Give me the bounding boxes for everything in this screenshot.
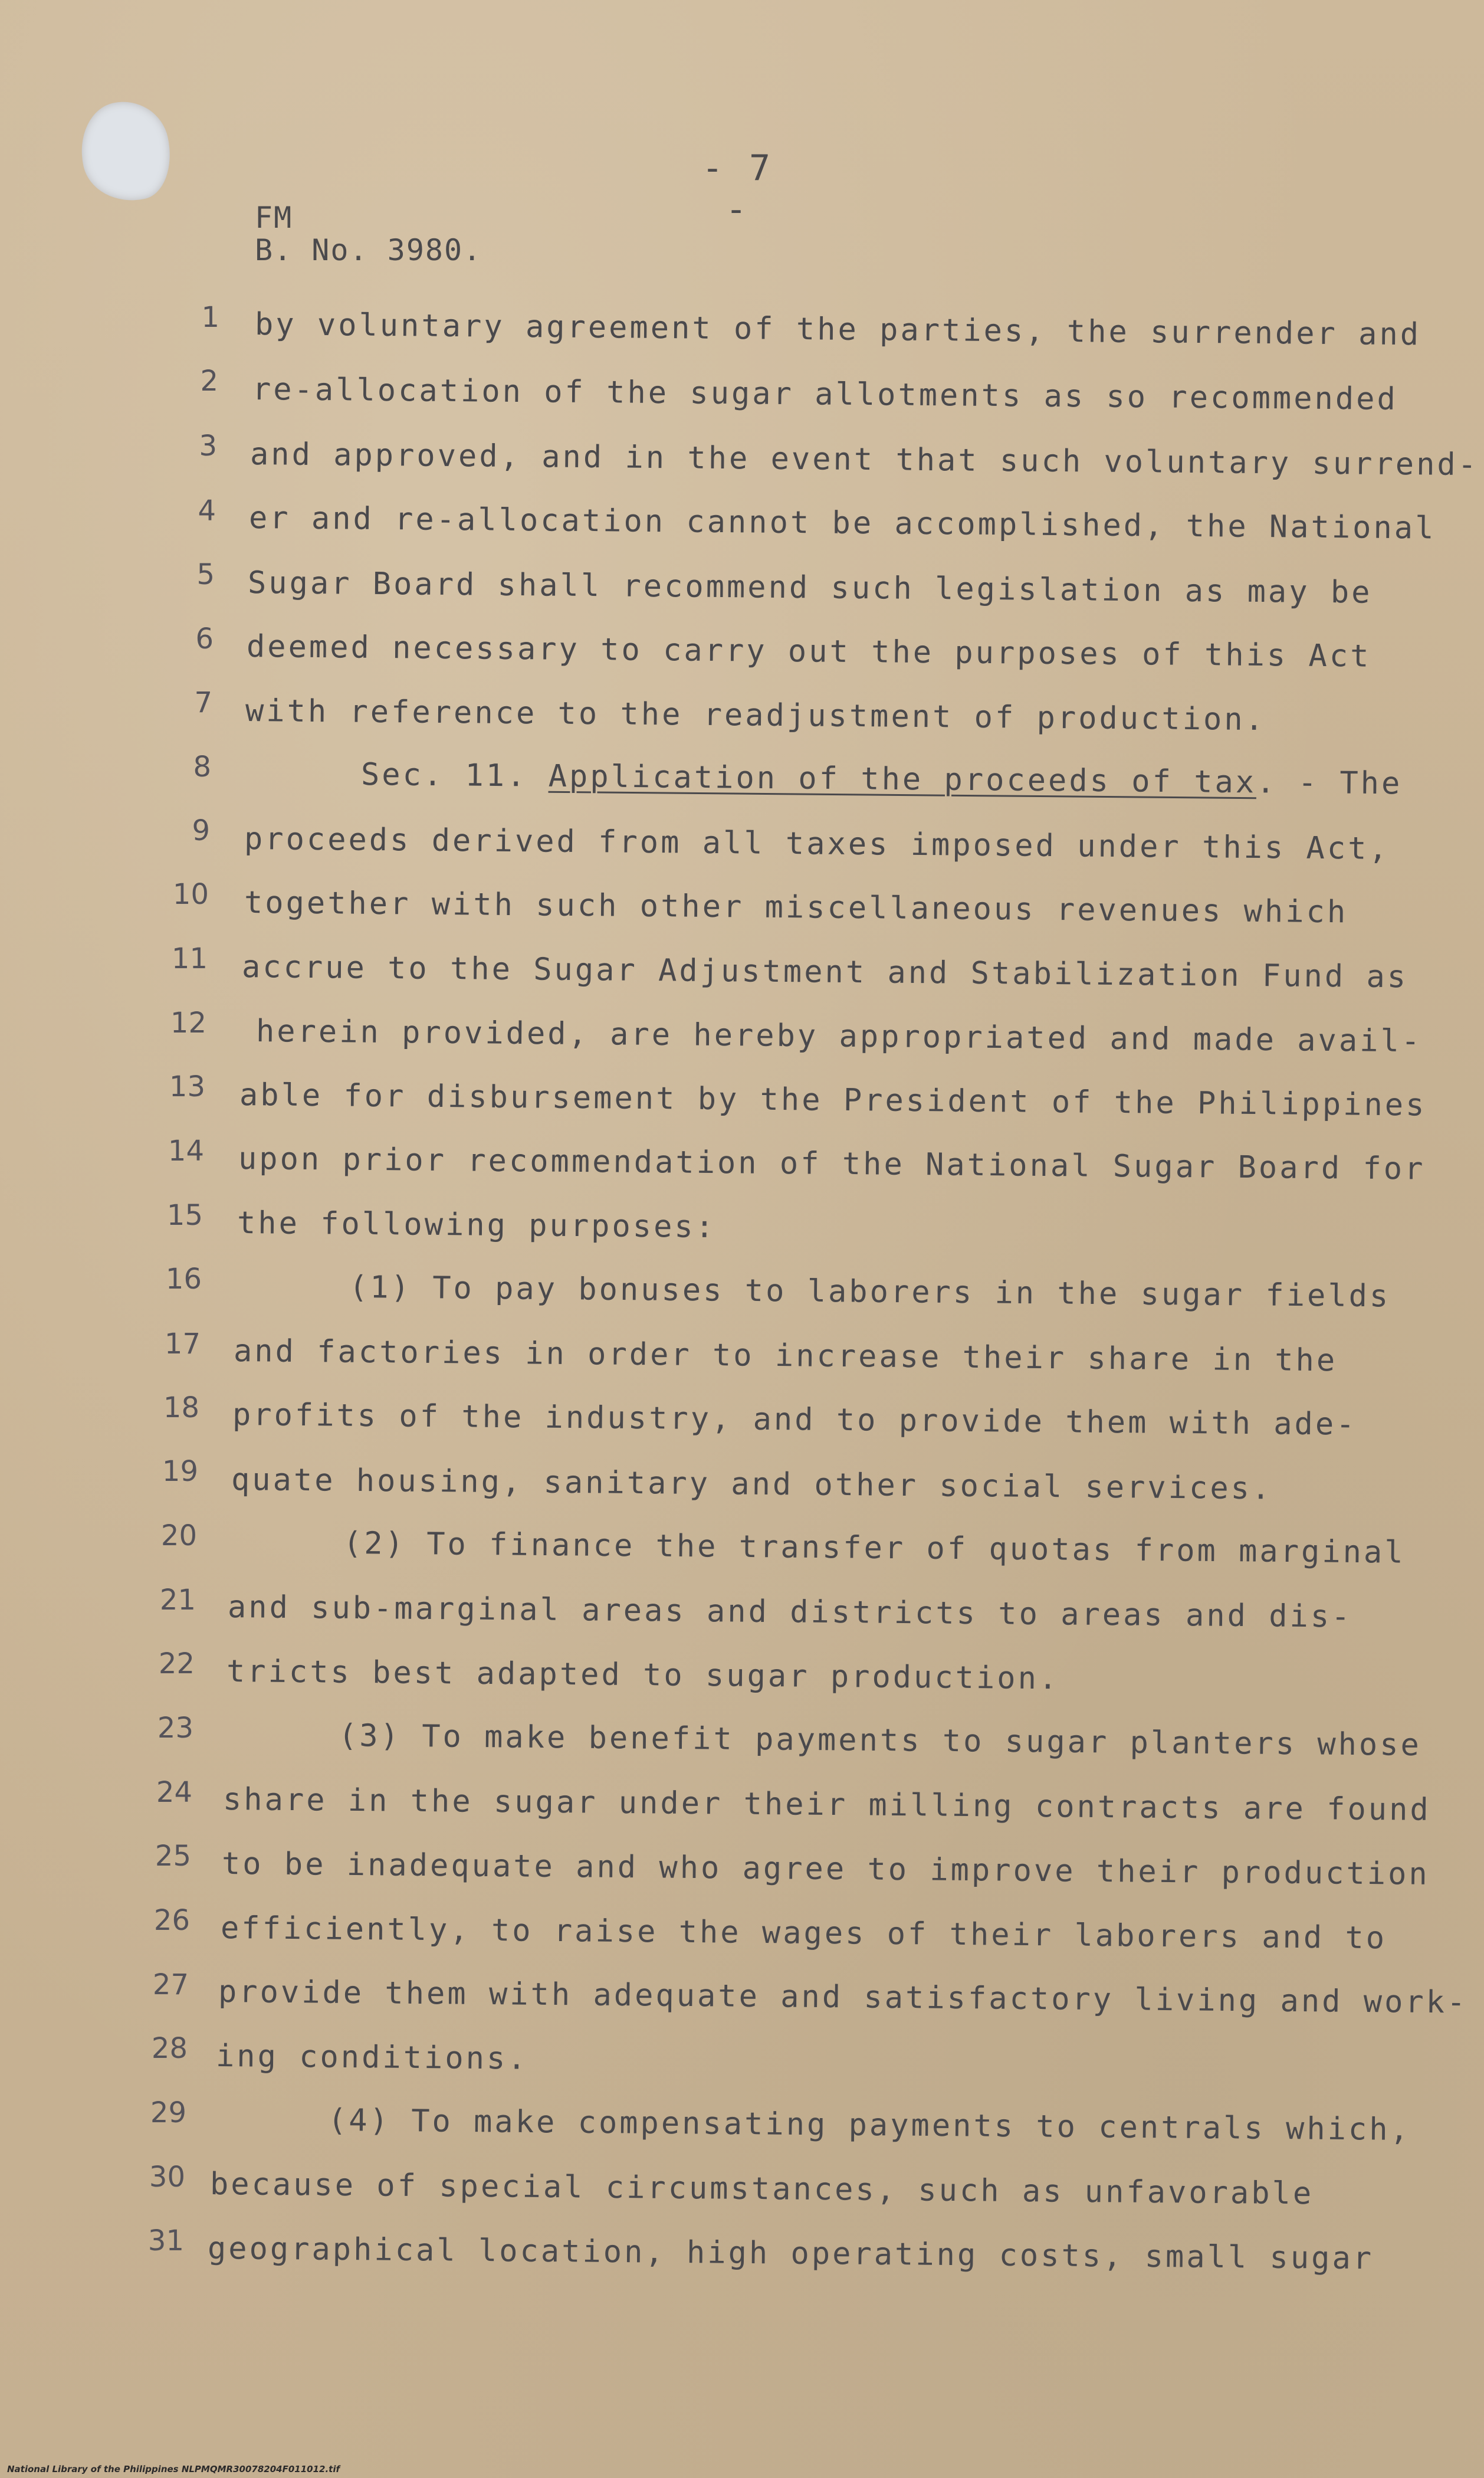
text-line: (2) To finance the transfer of quotas from marginal — [343, 1526, 1406, 1571]
section-heading-tail: . - The — [1256, 765, 1403, 802]
line-number: 11 — [171, 942, 208, 975]
line-number: 1 — [201, 301, 219, 334]
text-line: efficiently, to raise the wages of their laborers and to — [220, 1910, 1387, 1956]
line-number: 29 — [150, 2096, 186, 2129]
text-line: able for disbursement by the President of the Philippines — [239, 1077, 1427, 1123]
text-line: Sugar Board shall recommend such legislation as may be — [247, 565, 1373, 611]
text-line: herein provided, are hereby appropriated and made avail- — [255, 1014, 1423, 1060]
line-number: 31 — [147, 2224, 184, 2257]
text-line: together with such other miscellaneous revenues which — [244, 885, 1348, 930]
line-number: 9 — [192, 814, 210, 847]
text-line: ing conditions. — [215, 2038, 528, 2077]
text-line: (4) To make compensating payments to centrals which, — [327, 2103, 1411, 2148]
text-line: proceeds derived from all taxes imposed under this Act, — [244, 821, 1390, 867]
line-number: 18 — [163, 1391, 199, 1424]
text-line: quate housing, sanitary and other social services. — [231, 1462, 1273, 1507]
line-number: 20 — [160, 1519, 197, 1552]
text-line: and approved, and in the event that such voluntary surrend- — [249, 437, 1479, 483]
line-number: 17 — [164, 1328, 201, 1361]
line-number: 8 — [193, 750, 211, 784]
page-number: - 7 - — [701, 148, 773, 230]
archive-footer: National Library of the Philippines NLPMQMR30078204F011012.tif — [7, 2464, 340, 2474]
text-line: and sub-marginal areas and districts to areas and dis- — [227, 1589, 1352, 1635]
text-line: accrue to the Sugar Adjustment and Stabilization Fund as — [241, 949, 1409, 995]
line-number: 14 — [168, 1135, 204, 1168]
line-number: 16 — [165, 1263, 202, 1296]
section-title: Application of the proceeds of tax — [548, 758, 1257, 801]
text-line: to be inadequate and who agree to improve their production — [221, 1846, 1430, 1892]
text-line: share in the sugar under their milling contracts are found — [222, 1782, 1431, 1828]
text-line: the following purposes: — [237, 1205, 717, 1245]
line-number: 27 — [152, 1968, 189, 2001]
text-line: by voluntary agreement of the parties, the surrender and — [254, 307, 1421, 353]
line-number: 15 — [166, 1199, 203, 1232]
line-number: 21 — [159, 1584, 196, 1617]
line-number: 6 — [195, 622, 214, 655]
line-number: 22 — [158, 1647, 195, 1680]
text-line: er and re-allocation cannot be accomplished, the National — [248, 500, 1436, 546]
line-number: 4 — [198, 494, 216, 527]
text-line: profits of the industry, and to provide them with ade- — [232, 1397, 1357, 1443]
line-number: 28 — [151, 2032, 188, 2065]
section-number: Sec. 11. — [360, 757, 528, 794]
header-initials: FM — [255, 201, 293, 235]
text-line: (3) To make benefit payments to sugar planters whose — [338, 1718, 1422, 1764]
line-number: 2 — [200, 365, 218, 398]
line-number: 13 — [169, 1070, 205, 1103]
line-number: 19 — [162, 1455, 198, 1488]
text-line: deemed necessary to carry out the purposes of this Act — [246, 629, 1371, 674]
line-number: 23 — [157, 1712, 193, 1745]
line-number: 12 — [170, 1007, 206, 1040]
text-line: tricts best adapted to sugar production. — [226, 1654, 1060, 1697]
text-line: provide them with adequate and satisfactory living and work- — [218, 1974, 1468, 2021]
line-number: 7 — [194, 686, 212, 719]
line-number: 24 — [156, 1776, 192, 1809]
line-number: 26 — [153, 1904, 190, 1937]
section-heading-line — [361, 757, 1403, 801]
line-number: 10 — [172, 878, 209, 911]
text-line: and factories in order to increase their share in the — [233, 1333, 1338, 1379]
line-number: 30 — [149, 2161, 185, 2194]
bill-number: B. No. 3980. — [255, 233, 482, 267]
text-line: because of special circumstances, such as unfavorable — [209, 2166, 1314, 2212]
line-number: 25 — [155, 1840, 191, 1873]
text-line: geographical location, high operating costs, small sugar — [207, 2231, 1374, 2277]
line-number: 5 — [196, 558, 215, 591]
torn-corner — [72, 93, 179, 209]
text-line: upon prior recommendation of the National Sugar Board for — [238, 1141, 1426, 1187]
line-number: 3 — [199, 430, 217, 463]
text-line: with reference to the readjustment of production. — [245, 693, 1266, 738]
text-line: (1) To pay bonuses to laborers in the sugar fields — [349, 1270, 1391, 1315]
text-line: re-allocation of the sugar allotments as so recommended — [252, 372, 1398, 417]
